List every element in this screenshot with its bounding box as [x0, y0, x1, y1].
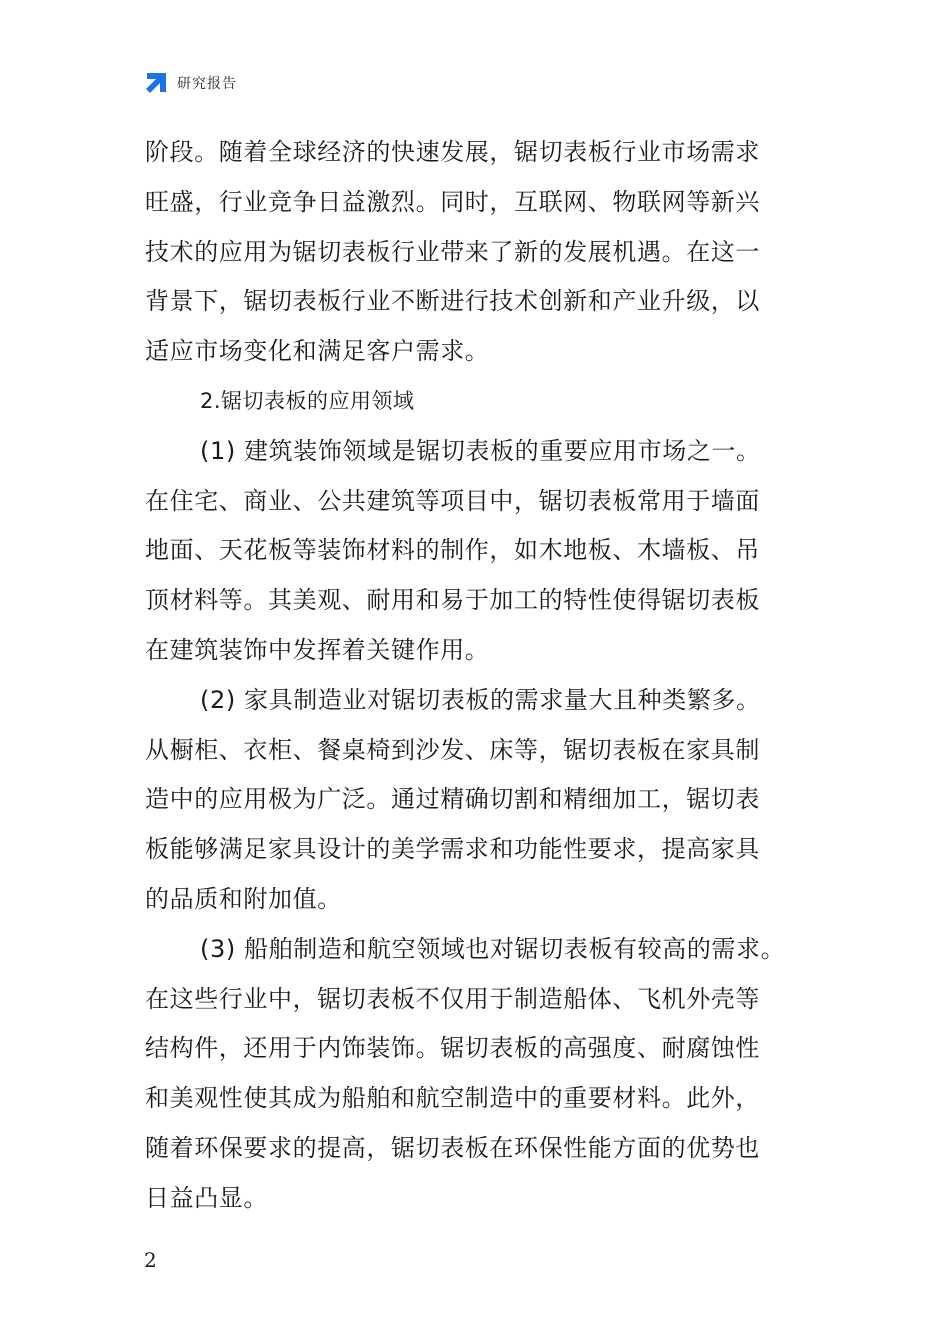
text-line: 在建筑装饰中发挥着关键作用。 — [145, 635, 490, 664]
text-line: (1) 建筑装饰领域是锯切表板的重要应用市场之一。 — [200, 436, 761, 465]
text-line: 日益凸显。 — [145, 1183, 268, 1212]
text-line: 旺盛，行业竞争日益激烈。同时，互联网、物联网等新兴 — [145, 187, 760, 216]
text-line: 造中的应用极为广泛。通过精确切割和精细加工，锯切表 — [145, 785, 760, 814]
text-line: 结构件，还用于内饰装饰。锯切表板的高强度、耐腐蚀性 — [145, 1034, 760, 1063]
section-heading: 2.锯切表板的应用领域 — [200, 388, 415, 413]
text-line: 板能够满足家具设计的美学需求和功能性要求，提高家具 — [145, 835, 760, 864]
text-line: 适应市场变化和满足客户需求。 — [145, 337, 490, 366]
text-line: 背景下，锯切表板行业不断进行技术创新和产业升级，以 — [145, 287, 760, 316]
text-line: 顶材料等。其美观、耐用和易于加工的特性使得锯切表板 — [145, 586, 760, 615]
page-number: 2 — [144, 1248, 157, 1272]
text-line: 和美观性使其成为船舶和航空制造中的重要材料。此外， — [145, 1084, 760, 1113]
text-line: 技术的应用为锯切表板行业带来了新的发展机遇。在这一 — [145, 237, 760, 266]
text-line: 从橱柜、衣柜、餐桌椅到沙发、床等，锯切表板在家具制 — [145, 735, 760, 764]
text-line: (3) 船舶制造和航空领域也对锯切表板有较高的需求。 — [200, 934, 786, 963]
text-line: (2) 家具制造业对锯切表板的需求量大且种类繁多。 — [200, 685, 761, 714]
document-body — [145, 128, 825, 1224]
text-line: 的品质和附加值。 — [145, 884, 342, 913]
header-title: 研究报告 — [177, 76, 237, 92]
arrow-up-right-icon — [144, 71, 168, 95]
text-line: 在这些行业中，锯切表板不仅用于制造船体、飞机外壳等 — [145, 984, 760, 1013]
report-header — [144, 70, 237, 96]
text-line: 阶段。随着全球经济的快速发展，锯切表板行业市场需求 — [145, 138, 760, 166]
text-line: 地面、天花板等装饰材料的制作，如木地板、木墙板、吊 — [145, 536, 760, 565]
text-line: 在住宅、商业、公共建筑等项目中，锯切表板常用于墙面 — [145, 486, 760, 515]
text-line: 随着环保要求的提高，锯切表板在环保性能方面的优势也 — [145, 1133, 760, 1162]
